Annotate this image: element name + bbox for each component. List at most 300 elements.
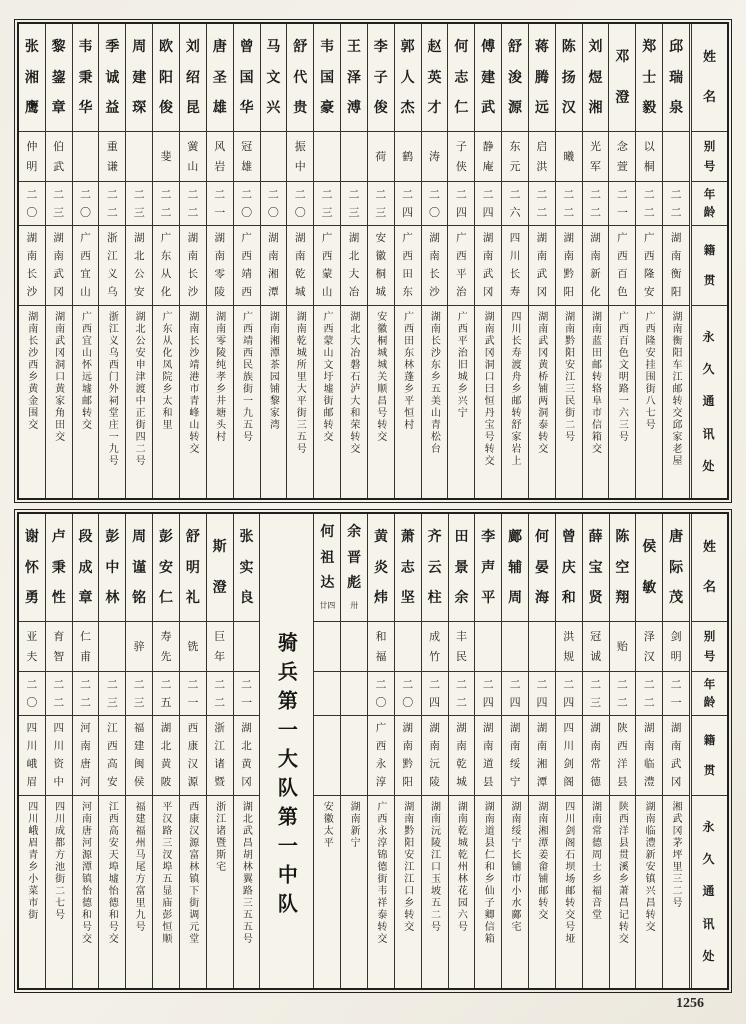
native-char: 四 <box>563 722 575 735</box>
alias-char: 黉 <box>187 140 199 153</box>
alias-char: 子 <box>455 140 467 153</box>
person-name <box>126 24 152 132</box>
age-char: 二 <box>402 678 414 691</box>
age-char: 二 <box>160 206 172 219</box>
header-char: 年 <box>703 676 716 691</box>
alias-char: 以 <box>643 140 655 153</box>
person-age <box>475 182 501 226</box>
person-age <box>609 182 635 226</box>
name-char: 明 <box>185 559 200 576</box>
person-address: 广西平治旧城乡兴宁 <box>455 311 467 419</box>
page-number: 1256 <box>676 996 704 1011</box>
name-char: 实 <box>239 559 254 576</box>
person-address: 湖南长沙东乡五美山青松台 <box>428 311 440 455</box>
age-char: 二 <box>106 206 118 219</box>
person-address: 广西永淳锦德街韦祥泰转交 <box>374 801 386 945</box>
name-char: 性 <box>51 589 66 606</box>
native-char: 广 <box>375 722 387 735</box>
person-age <box>502 672 528 716</box>
header-char: 名 <box>702 580 716 595</box>
native-char: 寿 <box>509 286 521 299</box>
alias-char: 庵 <box>482 160 494 173</box>
native-char: 城 <box>375 286 387 299</box>
name-char: 章 <box>78 589 93 606</box>
name-char: 华 <box>239 99 254 116</box>
native-char: 黄 <box>241 758 252 771</box>
native-char: 零 <box>214 268 225 281</box>
native-char: 广 <box>160 232 172 245</box>
name-char: 余 <box>454 589 469 606</box>
native-char: 百 <box>617 268 628 281</box>
native-char: 宜 <box>80 268 91 281</box>
name-char: 鹰 <box>24 99 39 116</box>
native-char: 湖 <box>670 232 682 245</box>
age-char: 二 <box>536 188 548 201</box>
native-char: 冈 <box>670 776 682 789</box>
person-address: 湖南长沙靖港市青峰山转交 <box>186 311 198 455</box>
age-char: 二 <box>321 188 333 201</box>
native-char: 冈 <box>241 776 252 789</box>
alias-char: 萱 <box>616 160 628 173</box>
age-char: 二 <box>616 678 628 691</box>
person-alias <box>99 622 125 672</box>
name-char: 何 <box>320 524 335 541</box>
age-char: 二 <box>53 678 65 691</box>
person-native <box>341 226 367 306</box>
native-char: 湘 <box>268 268 279 281</box>
native-char: 湖 <box>268 232 279 245</box>
person-address: 安徽桐城城关顺昌号转交 <box>374 311 386 443</box>
native-char: 广 <box>80 232 91 245</box>
person-name <box>126 514 152 622</box>
person-name <box>207 24 233 132</box>
name-char: 周 <box>132 39 147 56</box>
alias-char: 中 <box>294 160 306 173</box>
person-name <box>663 514 689 622</box>
age-char: 一 <box>187 696 199 709</box>
person-address: 安徽太平 <box>321 801 333 849</box>
age-char: 二 <box>616 188 628 201</box>
name-char: 志 <box>454 69 469 86</box>
age-char: 〇 <box>26 696 38 709</box>
person-address: 广西蒙山文圩墟街邮转交 <box>321 311 333 443</box>
age-char: 〇 <box>241 206 253 219</box>
native-char: 唐 <box>80 758 91 771</box>
person-name <box>368 514 394 622</box>
header-char: 通 <box>702 394 717 409</box>
native-char: 福 <box>133 722 145 735</box>
native-char: 黔 <box>402 758 414 771</box>
alias-char: 静 <box>482 140 494 153</box>
person-alias <box>529 132 555 182</box>
name-char: 昆 <box>185 99 200 116</box>
person-age <box>46 182 72 226</box>
person-alias <box>422 622 448 672</box>
native-char: 广 <box>456 232 467 245</box>
person-age <box>153 672 179 716</box>
person-alias <box>126 132 152 182</box>
native-char: 湖 <box>563 232 574 245</box>
native-char: 湖 <box>536 232 548 245</box>
person-name <box>422 514 448 622</box>
person-column <box>206 24 233 498</box>
person-age <box>153 182 179 226</box>
native-char: 安 <box>107 776 118 789</box>
name-char: 诚 <box>105 69 120 86</box>
person-native <box>46 226 72 306</box>
alias-char: 仁 <box>80 630 92 643</box>
name-char: 黎 <box>51 39 66 56</box>
native-char: 长 <box>26 268 38 281</box>
person-name <box>99 24 125 132</box>
header-char: 姓 <box>702 540 716 555</box>
person-address: 湖南绥宁长铺市小水鄺宅 <box>509 801 521 933</box>
native-char: 冶 <box>348 286 360 299</box>
person-note: 廿四 <box>319 600 336 610</box>
name-char: 蒋 <box>534 39 549 56</box>
native-char: 四 <box>26 722 38 735</box>
native-char: 南 <box>402 740 414 753</box>
person-column <box>98 24 125 498</box>
age-char: 二 <box>402 188 414 201</box>
native-char: 田 <box>402 268 413 281</box>
name-char: 仁 <box>454 99 469 116</box>
native-char: 湖 <box>483 722 494 735</box>
person-name <box>261 24 287 132</box>
native-char: 化 <box>160 286 172 299</box>
person-native <box>234 716 260 796</box>
name-char: 祖 <box>320 549 335 566</box>
age-char: 二 <box>26 188 38 201</box>
native-char: 武 <box>53 268 64 281</box>
age-char: 四 <box>429 696 441 709</box>
row-header-address <box>692 796 727 988</box>
native-char: 南 <box>536 740 548 753</box>
person-alias <box>368 132 394 182</box>
person-column <box>125 24 152 498</box>
native-char: 化 <box>590 286 601 299</box>
person-age <box>99 672 125 716</box>
header-char: 贯 <box>703 272 716 287</box>
age-char: 二 <box>294 188 306 201</box>
age-char: 二 <box>455 696 467 709</box>
age-char: 二 <box>536 678 548 691</box>
age-char: 二 <box>80 678 92 691</box>
age-char: 一 <box>214 206 226 219</box>
alias-char: 贻 <box>616 640 628 653</box>
unit-annotation-column <box>259 514 313 988</box>
person-native <box>636 716 662 796</box>
name-char: 李 <box>373 39 388 56</box>
person-alias <box>126 622 152 672</box>
age-char: 二 <box>214 188 226 201</box>
name-char: 薛 <box>588 529 603 546</box>
native-char: 湖 <box>295 232 306 245</box>
native-char: 绥 <box>509 758 521 771</box>
header-char: 讯 <box>702 916 717 931</box>
person-column <box>609 514 636 988</box>
person-column <box>447 24 474 498</box>
person-column <box>582 514 609 988</box>
native-char: 长 <box>429 268 440 281</box>
native-char: 湖 <box>590 722 601 735</box>
native-char: 蒙 <box>321 268 333 281</box>
name-char: 代 <box>293 69 308 86</box>
header-char: 年 <box>703 186 716 201</box>
native-char: 乾 <box>295 268 306 281</box>
name-char: 晋 <box>347 549 362 566</box>
native-char: 湖 <box>536 722 548 735</box>
age-char: 二 <box>106 678 118 691</box>
native-char: 潭 <box>536 776 548 789</box>
name-char: 章 <box>51 99 66 116</box>
native-char: 闽 <box>133 758 145 771</box>
person-native <box>234 226 260 306</box>
age-char: 二 <box>670 188 682 201</box>
person-native <box>610 716 636 796</box>
person-address: 浙江诸暨斯宅 <box>213 801 225 873</box>
name-char: 刘 <box>588 39 603 56</box>
age-char: 二 <box>375 188 387 201</box>
person-name <box>341 24 367 132</box>
person-age <box>529 182 555 226</box>
native-char: 湖 <box>590 232 601 245</box>
person-name <box>663 24 689 132</box>
name-char: 绍 <box>185 69 200 86</box>
person-age <box>475 672 501 716</box>
name-char: 余 <box>347 524 362 541</box>
native-char: 湖 <box>53 232 64 245</box>
native-char: 湖 <box>670 722 682 735</box>
person-address: 湖南长沙西乡黄金围交 <box>25 311 37 431</box>
person-column <box>206 514 233 988</box>
name-char: 郭 <box>400 39 415 56</box>
alias-char: 涛 <box>428 150 440 163</box>
name-char: 舒 <box>293 39 308 56</box>
person-address: 江西高安天埠墟怡德和号交 <box>106 801 118 945</box>
person-age <box>610 672 636 716</box>
person-column <box>98 514 125 988</box>
age-char: 二 <box>348 188 360 201</box>
name-char: 兴 <box>266 99 281 116</box>
name-char: 宝 <box>588 559 603 576</box>
native-char: 南 <box>53 250 64 263</box>
name-char: 英 <box>427 69 442 86</box>
person-address: 湖南湘潭茶园铺黎家湾 <box>267 311 279 431</box>
age-char: 二 <box>455 678 467 691</box>
native-char: 南 <box>590 740 601 753</box>
native-char: 武 <box>670 758 682 771</box>
alias-char: 诚 <box>590 650 602 663</box>
native-char: 冈 <box>53 286 64 299</box>
person-alias <box>153 622 179 672</box>
native-char: 衡 <box>670 268 682 281</box>
age-char: 二 <box>53 188 65 201</box>
age-char: 二 <box>160 188 172 201</box>
name-char: 傅 <box>481 39 496 56</box>
alias-char: 鹤 <box>402 150 414 163</box>
native-char: 北 <box>160 740 172 753</box>
person-column <box>313 24 340 498</box>
alias-char: 桐 <box>643 160 655 173</box>
name-char: 韦 <box>320 39 335 56</box>
person-name <box>556 24 582 132</box>
name-char: 志 <box>400 559 415 576</box>
person-native <box>583 716 609 796</box>
name-char: 豪 <box>320 99 335 116</box>
native-char: 山 <box>321 286 333 299</box>
native-char: 安 <box>643 286 655 299</box>
person-native <box>314 226 340 306</box>
native-char: 靖 <box>241 268 252 281</box>
person-native <box>99 716 125 796</box>
person-alias <box>449 622 475 672</box>
native-char: 陕 <box>617 722 628 735</box>
native-char: 山 <box>80 286 91 299</box>
age-char: 二 <box>187 188 199 201</box>
name-char: 子 <box>373 69 388 86</box>
person-address: 湖北公安申津渡中正街四二号 <box>133 311 145 467</box>
native-char: 广 <box>643 232 655 245</box>
header-char: 通 <box>702 884 717 899</box>
age-char: 二 <box>536 206 548 219</box>
native-char: 源 <box>187 776 199 789</box>
age-char: 一 <box>670 696 682 709</box>
person-column <box>448 514 475 988</box>
person-age <box>207 672 233 716</box>
person-name <box>422 24 448 132</box>
person-alias <box>180 622 206 672</box>
age-char: 一 <box>616 206 628 219</box>
person-age <box>583 672 609 716</box>
native-char: 城 <box>295 286 306 299</box>
native-char: 江 <box>214 740 225 753</box>
native-char: 西 <box>321 250 333 263</box>
person-column <box>72 514 99 988</box>
native-char: 江 <box>107 722 118 735</box>
native-char: 暨 <box>214 776 225 789</box>
name-char: 刘 <box>185 39 200 56</box>
person-alias <box>556 622 582 672</box>
header-char: 贯 <box>703 762 716 777</box>
alias-char: 泽 <box>643 630 655 643</box>
person-column <box>501 24 528 498</box>
native-char: 色 <box>617 286 628 299</box>
alias-char: 风 <box>214 140 226 153</box>
native-char: 县 <box>483 776 494 789</box>
native-char: 县 <box>617 776 628 789</box>
row-header-name <box>692 24 727 132</box>
header-char: 久 <box>702 852 717 867</box>
person-age <box>314 182 340 226</box>
native-char: 南 <box>483 740 494 753</box>
alias-char: 育 <box>53 630 65 643</box>
person-column <box>19 514 45 988</box>
native-char: 湘 <box>536 758 548 771</box>
native-char: 西 <box>643 250 655 263</box>
person-age <box>99 182 125 226</box>
age-char: 〇 <box>80 206 92 219</box>
person-name <box>153 514 179 622</box>
native-char: 南 <box>644 740 655 753</box>
age-char: 三 <box>375 206 387 219</box>
age-char: 二 <box>455 188 467 201</box>
person-alias <box>636 132 662 182</box>
person-native <box>314 716 340 796</box>
age-char: 四 <box>536 696 548 709</box>
person-age <box>368 672 394 716</box>
name-char: 彭 <box>159 529 173 546</box>
alias-char: 亚 <box>26 630 38 643</box>
native-char: 湖 <box>214 232 225 245</box>
native-char: 四 <box>53 722 64 735</box>
name-char: 仁 <box>159 589 173 606</box>
person-age <box>19 182 45 226</box>
alias-char: 侠 <box>455 160 467 173</box>
person-native <box>502 226 528 306</box>
native-char: 永 <box>375 758 387 771</box>
native-char: 从 <box>160 268 172 281</box>
name-char: 萧 <box>400 529 415 546</box>
person-age <box>636 672 662 716</box>
person-age <box>422 672 448 716</box>
person-native <box>422 226 448 306</box>
native-char: 南 <box>429 740 440 753</box>
person-native <box>180 226 206 306</box>
name-char: 谨 <box>132 559 147 576</box>
native-char: 湖 <box>456 722 467 735</box>
name-char: 平 <box>481 589 496 606</box>
alias-char: 骍 <box>133 640 145 653</box>
person-alias <box>583 132 609 182</box>
person-name <box>153 24 179 132</box>
age-char: 〇 <box>428 206 440 219</box>
person-column <box>125 514 152 988</box>
alias-char: 念 <box>616 140 628 153</box>
native-char: 湖 <box>160 722 172 735</box>
person-name <box>475 514 501 622</box>
name-char: 唐 <box>669 529 684 546</box>
alias-char: 谦 <box>106 160 118 173</box>
native-char: 湖 <box>26 232 38 245</box>
native-char: 南 <box>214 250 225 263</box>
alias-char: 冠 <box>590 630 602 643</box>
alias-char: 和 <box>375 630 387 643</box>
name-char: 敏 <box>642 579 657 596</box>
native-char: 冈 <box>536 286 548 299</box>
native-char: 川 <box>53 740 64 753</box>
age-char: 四 <box>455 206 467 219</box>
person-native <box>261 226 287 306</box>
person-native <box>368 716 394 796</box>
native-char: 沙 <box>187 286 199 299</box>
alias-char: 丰 <box>455 630 467 643</box>
name-char: 黄 <box>373 529 388 546</box>
name-char: 坚 <box>400 589 415 606</box>
native-char: 湖 <box>402 722 414 735</box>
native-char: 安 <box>133 286 145 299</box>
name-char: 柱 <box>427 589 442 606</box>
native-char: 东 <box>160 250 172 263</box>
alias-char: 剑 <box>670 630 682 643</box>
native-char: 南 <box>670 740 682 753</box>
native-char: 西 <box>80 250 91 263</box>
person-name <box>502 24 528 132</box>
person-age <box>556 672 582 716</box>
person-alias <box>207 622 233 672</box>
person-column <box>340 514 367 988</box>
age-char: 二 <box>482 188 494 201</box>
